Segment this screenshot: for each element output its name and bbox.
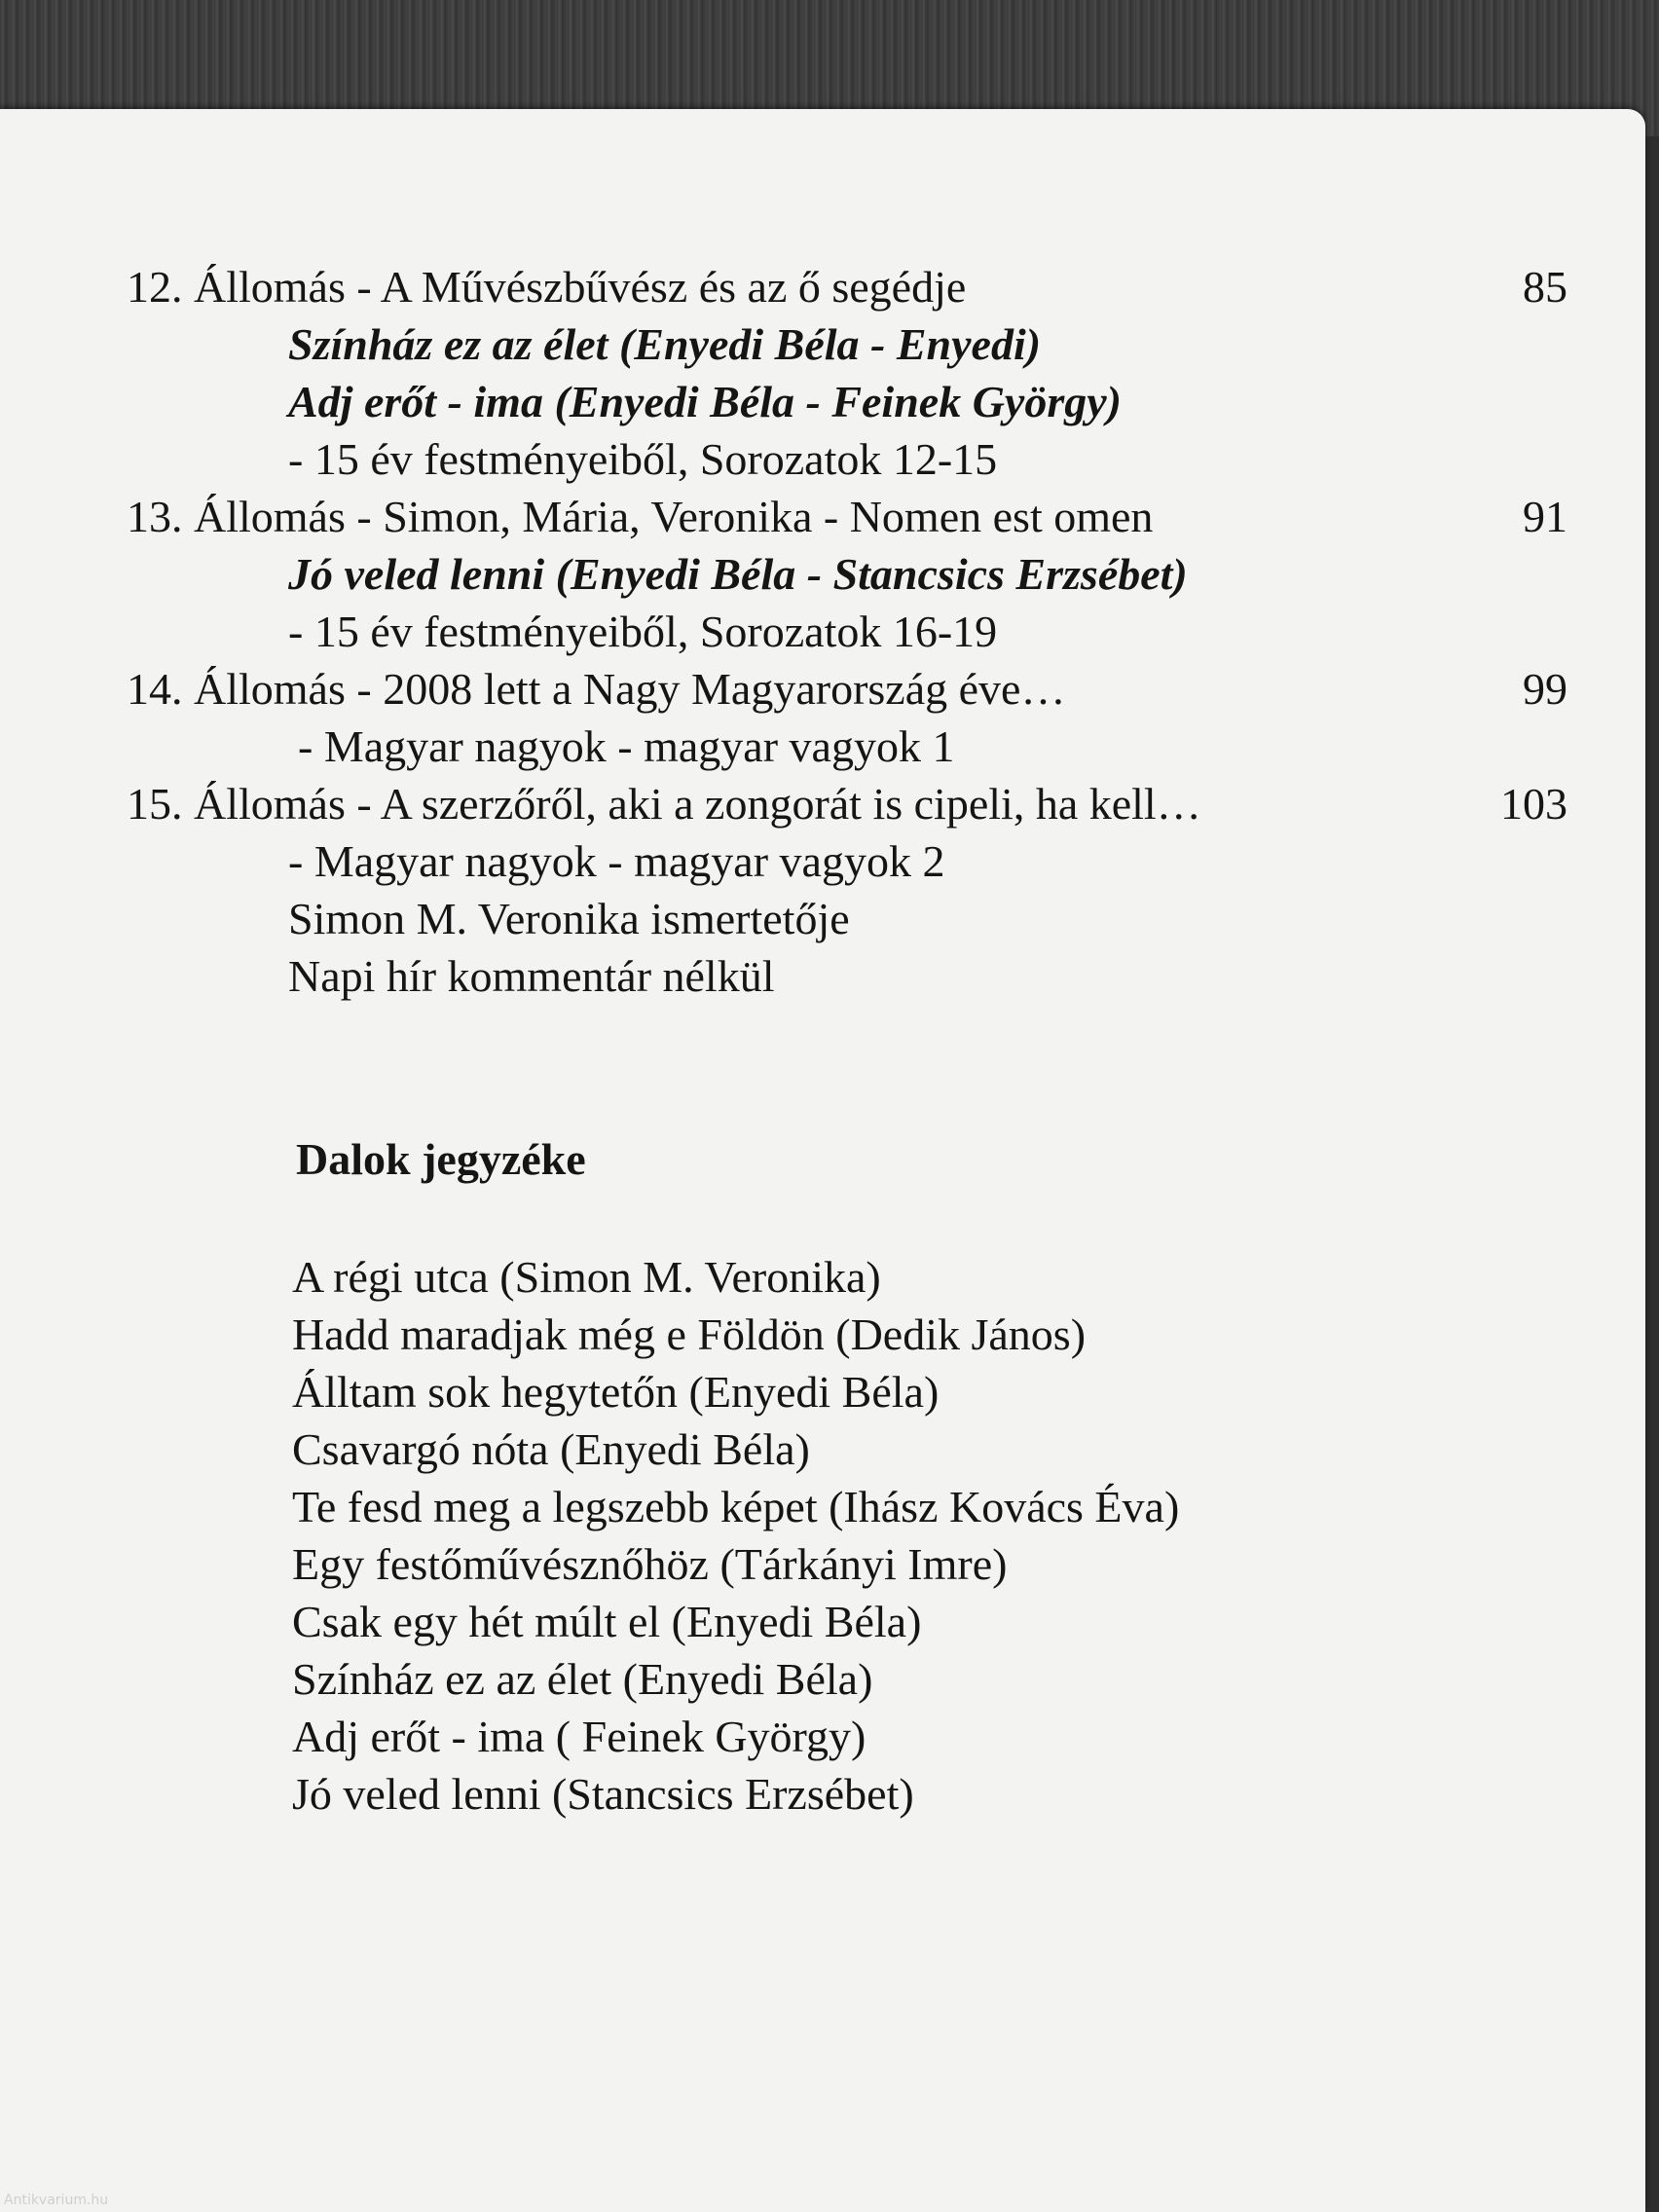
toc-entry-13 [127,489,1567,545]
toc-entry-12 [127,259,1567,315]
song-item: Egy festőművésznőhöz (Tárkányi Imre) [292,1539,1008,1589]
song-item: A régi utca (Simon M. Veronika) [292,1252,881,1302]
toc-subline: Simon M. Veronika ismertetője [288,894,850,943]
toc-subline: Napi hír kommentár nélkül [288,951,775,1001]
toc-subline: - Magyar nagyok - magyar vagyok 2 [288,836,945,886]
song-item: Jó veled lenni (Stancsics Erzsébet) [292,1769,914,1819]
song-item: Csak egy hét múlt el (Enyedi Béla) [292,1597,922,1646]
song-item: Te fesd meg a legszebb képet (Ihász Kovács Éva) [292,1482,1180,1531]
toc-entry-title: 14. Állomás - 2008 lett a Nagy Magyarország éve… [127,664,1066,714]
toc-page-number: 85 [1523,262,1567,312]
toc-subline: Színház ez az élet (Enyedi Béla - Enyedi) [288,319,1042,369]
toc-subline: - 15 év festményeiből, Sorozatok 12-15 [288,434,998,484]
toc-subline: - Magyar nagyok - magyar vagyok 1 [298,721,955,771]
toc-entry-title: 12. Állomás - A Művészbűvész és az ő segédje [127,262,967,312]
toc-page-number: 91 [1523,492,1567,541]
song-item: Adj erőt - ima ( Feinek György) [292,1712,866,1761]
song-item: Álltam sok hegytetőn (Enyedi Béla) [292,1367,940,1417]
toc-subline: Jó veled lenni (Enyedi Béla - Stancsics Erzsébet) [288,549,1188,599]
toc-entry-15 [127,776,1567,832]
toc-entry-title: 13. Állomás - Simon, Mária, Veronika - Nomen est omen [127,492,1154,541]
songs-heading: Dalok jegyzéke [296,1134,586,1184]
toc-entry-14 [127,661,1567,718]
watermark: Antikvarium.hu [4,2193,109,2208]
toc-page-number: 99 [1523,664,1567,714]
song-item: Színház ez az élet (Enyedi Béla) [292,1654,873,1704]
song-item: Csavargó nóta (Enyedi Béla) [292,1424,810,1474]
song-item: Hadd maradjak még e Földön (Dedik János) [292,1309,1087,1359]
toc-subline: - 15 év festményeiből, Sorozatok 16-19 [288,607,998,656]
toc-subline: Adj erőt - ima (Enyedi Béla - Feinek György) [288,377,1122,426]
toc-page-number: 103 [1500,779,1567,829]
toc-entry-title: 15. Állomás - A szerzőről, aki a zongorát is cipeli, ha kell… [127,779,1201,829]
